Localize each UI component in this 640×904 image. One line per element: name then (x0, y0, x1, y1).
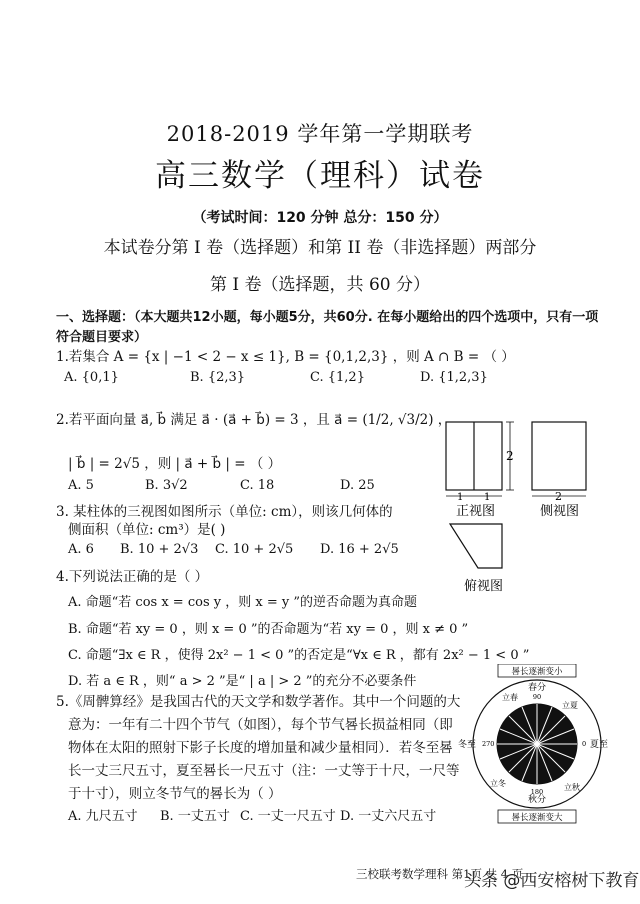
question-3-option-d: D. 16 + 2√5 (320, 542, 399, 557)
question-2-option-c: C. 18 (240, 478, 275, 493)
dim-front-b-label: 1 (484, 492, 491, 503)
question-3-stem-cont: 侧面积（单位: cm³）是( ) (68, 522, 226, 538)
spring-equinox-label: 春分 (527, 683, 547, 693)
front-view (446, 422, 514, 519)
question-5-line-3: 物体在太阳的照射下影子长度的增加量和减少量相同）．若冬至晷 (68, 740, 453, 756)
degree-0: 0 (582, 740, 587, 748)
side-view (532, 422, 586, 519)
question-3-option-a: A. 6 (68, 542, 94, 557)
question-3-stem: 3. 某柱体的三视图如图所示（单位: cm），则该几何体的 (56, 504, 393, 520)
question-1-option-d: D. {1,2,3} (420, 370, 488, 385)
question-5-line-5: 于十寸），则立冬节气的晷长为（ ） (68, 786, 282, 802)
top-caption: 晷长逐渐变小 (511, 667, 563, 677)
autumn-equinox-label: 秋分 (527, 795, 547, 805)
liqiu-label: 立秋 (564, 783, 580, 792)
question-4-stem: 4.下列说法正确的是（ ） (56, 569, 209, 585)
dim-side-width-label: 2 (555, 490, 562, 503)
question-1-stem: 1.若集合 A = {x | −1 < 2 − x ≤ 1}, B = {0,1,2,3} ，则 A ∩ B = （ ） (56, 349, 515, 365)
part-title: 第 I 卷（选择题，共 60 分） (210, 275, 430, 295)
lichun-label: 立春 (502, 693, 518, 702)
question-5-option-b: B. 一丈五寸 (160, 809, 230, 824)
question-1-option-c: C. {1,2} (310, 370, 365, 385)
side-view-label: 侧视图 (540, 504, 580, 519)
lixia-label: 立夏 (562, 701, 578, 710)
degree-90: 90 (532, 693, 542, 701)
bottom-caption: 晷长逐渐变大 (511, 813, 563, 823)
exam-title: 2018-2019 学年第一学期联考 (166, 122, 474, 146)
question-4-option-c: C. 命题“∃x ∈ R ，使得 2x² − 1 < 0 ”的否定是“∀x ∈ R ，都有 2x² − 1 < 0 ” (68, 648, 530, 663)
degree-180: 180 (530, 788, 544, 796)
three-view-figure (440, 418, 610, 603)
question-4-option-b: B. 命题“若 xy = 0 ，则 x = 0 ”的否命题为“若 xy = 0 ，则 x ≠ 0 ” (68, 622, 469, 637)
question-5-line-2: 意为：一年有二十四个节气（如图），每个节气晷长损益相同（即 (68, 717, 453, 733)
question-3-option-b: B. 10 + 2√3 (120, 542, 199, 557)
winter-solstice-label: 冬至 (458, 740, 477, 750)
front-view-label: 正视图 (456, 504, 496, 519)
top-view-label: 俯视图 (464, 579, 504, 594)
question-2-option-a: A. 5 (68, 478, 94, 493)
summer-solstice-label: 夏至 (590, 740, 609, 750)
question-5-option-c: C. 一丈一尺五寸 (240, 809, 336, 824)
question-2-option-d: D. 25 (340, 478, 375, 493)
question-1-option-b: B. {2,3} (190, 370, 246, 385)
question-5-option-a: A. 九尺五寸 (68, 809, 138, 824)
watermark: 头条 @西安榕树下教育 (464, 871, 640, 891)
section-heading: 一、选择题：（本大题共12小题，每小题5分，共60分. 在每小题给出的四个选项中，只有一项 (56, 310, 599, 325)
question-4-option-a: A. 命题“若 cos x = cos y ，则 x = y ”的逆否命题为真命题 (68, 595, 417, 610)
question-2-stem: 2.若平面向量 a⃗, b⃗ 满足 a⃗ · (a⃗ + b⃗) = 3 ，且 a⃗ = (1/2, √3/2) ， (56, 412, 452, 428)
solar-terms-figure (454, 664, 622, 824)
paper-description: 本试卷分第 I 卷（选择题）和第 II 卷（非选择题）两部分 (103, 238, 537, 258)
lidong-label: 立冬 (490, 779, 506, 788)
top-view (450, 524, 503, 594)
section-heading-cont: 符合题目要求） (56, 330, 148, 345)
dim-height-label: 2 (506, 449, 514, 463)
question-5-line-4: 长一丈三尺五寸，夏至晷长一尺五寸（注：一丈等于十尺，一尺等 (68, 763, 460, 779)
dim-front-a-label: 1 (457, 492, 464, 503)
exam-info: （考试时间：120 分钟 总分：150 分） (192, 210, 448, 226)
question-1-option-a: A. {0,1} (64, 370, 119, 385)
degree-270: 270 (482, 740, 495, 748)
question-5-line-1: 5.《周髀算经》是我国古代的天文学和数学著作。其中一个问题的大 (56, 694, 461, 710)
question-2-option-b: B. 3√2 (145, 478, 188, 493)
question-4-option-d: D. 若 a ∈ R ，则“ a > 2 ”是“ | a | > 2 ”的充分不必要条件 (68, 674, 417, 689)
question-5-option-d: D. 一丈六尺五寸 (340, 809, 437, 824)
paper-title: 高三数学（理科）试卷 (155, 158, 485, 194)
question-3-option-c: C. 10 + 2√5 (215, 542, 294, 557)
question-2-stem-cont: | b⃗ | = 2√5 ，则 | a⃗ + b⃗ | = （ ） (68, 456, 282, 472)
page-footer: 三校联考数学理科 第1页 共 4 页 (356, 867, 524, 881)
